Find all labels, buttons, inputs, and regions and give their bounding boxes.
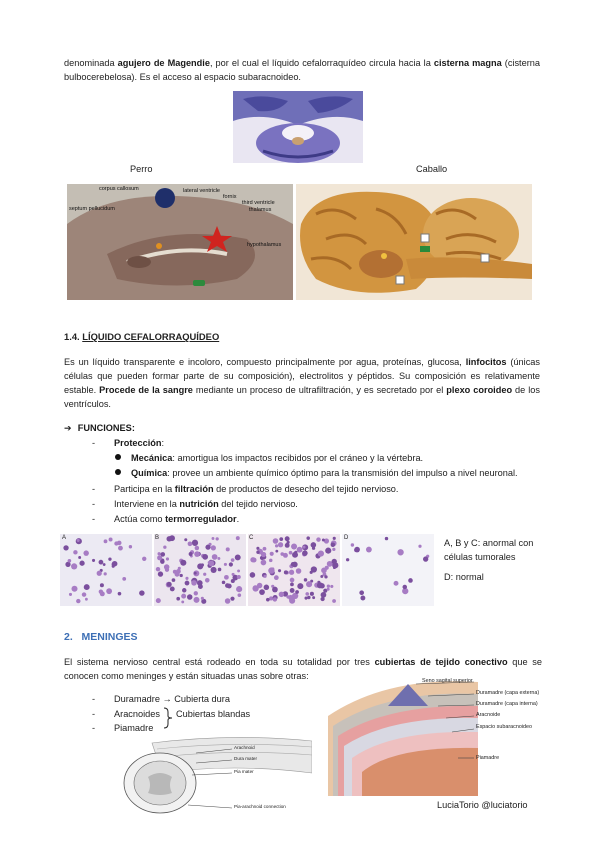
panel-letter-c: C — [249, 535, 254, 541]
meninge-aracnoides: - Aracnoides — [92, 709, 160, 719]
brain-label-thalamus: thalamus — [249, 207, 272, 213]
panel-letter-b: B — [155, 535, 160, 541]
funcion-proteccion: - Protección: — [92, 438, 165, 448]
spine-label-dura: Dura mater — [234, 756, 257, 761]
bullet-icon — [115, 469, 121, 475]
meninges-label-piamadre: Piamadre — [476, 755, 500, 761]
section-2-paragraph: El sistema nervioso central está rodeado en toda su totalidad por tres cubiertas de tejido conectivo que se conocen como meninges y están situadas unas sobre otras: — [64, 657, 542, 681]
funcion-quimica: Química: provee un ambiente químico óptimo para la transmisión del impulso a nivel neuronal. — [115, 466, 518, 480]
cells-note-normal: D: normal — [444, 572, 484, 582]
meninges-label-dura-int: Duramadre (capa interna) — [476, 701, 538, 707]
spine-label-pia-arachnoid: Pia-arachnoid connection — [234, 804, 286, 809]
section-1-4-paragraph: Es un líquido transparente e incoloro, compuesto principalmente por agua, proteínas, glucosa, linfocitos (únicas células que pueden formar parte de su composición), electrolitos y péptidos. Su composición es relativamente estable. Procede de la sangre mediante un proceso de ultrafiltración, y es secretado por el plexo coroideo de los ventrículos. — [64, 357, 540, 409]
brace-icon — [162, 707, 174, 729]
brain-label-fornix: fornix — [223, 194, 237, 200]
meninge-duramadre: - Duramadre → Cubierta dura — [92, 694, 230, 704]
caballo-label: Caballo — [416, 164, 448, 174]
perro-label: Perro — [130, 164, 153, 174]
panel-letter-d: D — [344, 535, 349, 541]
panel-letter-a: A — [62, 535, 67, 541]
horse-brain-image — [296, 184, 532, 300]
cubiertas-blandas-label: Cubiertas blandas — [176, 709, 251, 719]
spine-label-arachnoid: Arachnoid — [234, 745, 255, 750]
funcion-termorregulador: - Actúa como termorregulador. — [92, 514, 240, 524]
intro-paragraph: denominada agujero de Magendie, por el cual el líquido cefalorraquídeo circula hacia la cisterna magna (cisterna bulbocerebelosa). Es el acceso al espacio subaracnoideo. — [64, 58, 540, 82]
footer-author: LuciaTorio @luciatorio — [437, 800, 528, 810]
section-2-title: 2. MENINGES — [64, 631, 138, 643]
spinal-cord-diagram — [112, 733, 312, 815]
brain-label-corpus-callosum: corpus callosum — [99, 186, 139, 192]
spine-label-pia: Pia mater — [234, 769, 254, 774]
meninges-label-espacio: Espacio subaracnoideo — [476, 724, 533, 730]
brain-label-lateral-ventricle: lateral ventricle — [183, 188, 220, 194]
cells-note-abnormal: A, B y C: anormal con células tumorales — [444, 538, 534, 562]
dog-brain-image — [67, 184, 293, 300]
funcion-filtracion: - Participa en la filtración de productos de desecho del tejido nervioso. — [92, 484, 399, 494]
cell-cytology-panels — [60, 534, 436, 606]
cerebellum-stain-image — [233, 91, 363, 163]
bullet-icon — [115, 454, 121, 460]
meninges-label-aracnoide: Aracnoide — [476, 712, 501, 718]
brain-label-septum-pellucidum: septum pellucidum — [69, 206, 115, 212]
brain-label-third-ventricle: third ventricle — [242, 200, 275, 206]
meninges-section-diagram — [328, 676, 546, 796]
brain-label-hypothalamus: hypothalamus — [247, 242, 282, 248]
arrow-icon: ➔ — [64, 423, 72, 433]
funcion-nutricion: - Interviene en la nutrición del tejido nervioso. — [92, 499, 298, 509]
meninges-label-seno: Seno sagital superior — [422, 678, 473, 684]
section-1-4-title: 1.4. LÍQUIDO CEFALORRAQUÍDEO — [64, 331, 220, 342]
funcion-mecanica: Mecánica: amortigua los impactos recibidos por el cráneo y la vértebra. — [115, 451, 423, 465]
meninge-piamadre: - Piamadre — [92, 723, 154, 733]
meninges-label-dura-ext: Duramadre (capa externa) — [476, 690, 540, 696]
funciones-heading: ➔ FUNCIONES: — [64, 423, 135, 433]
